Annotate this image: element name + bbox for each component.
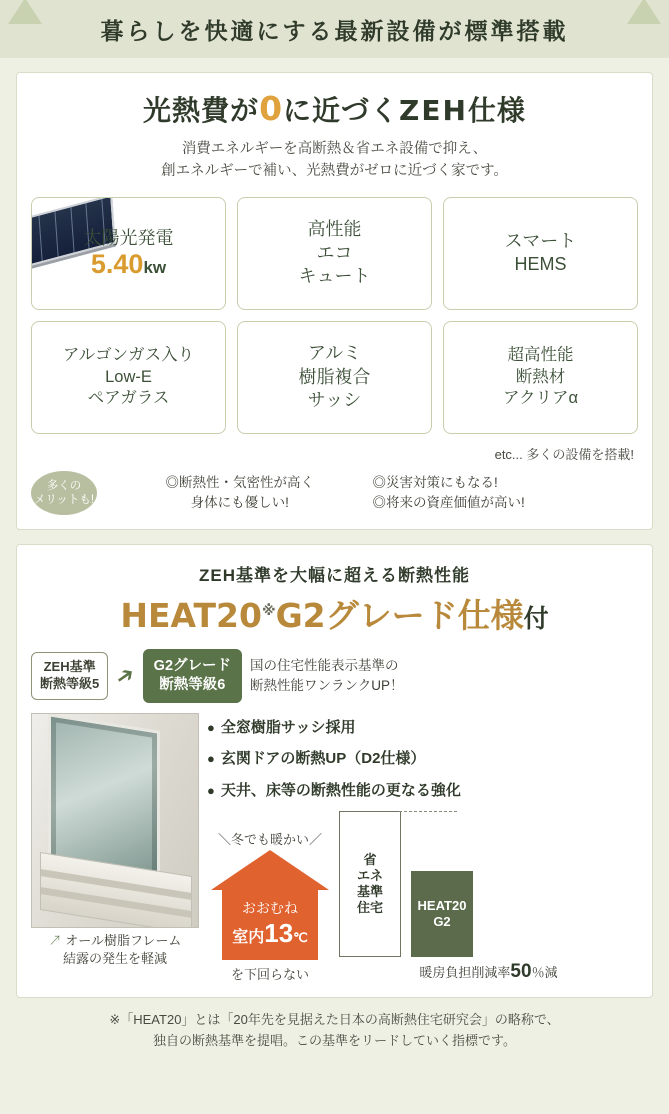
bar-standard-line1: 省: [363, 851, 377, 867]
bullet-dot-icon: ●: [207, 782, 215, 798]
feature-ecocute-line1: 高性能: [307, 218, 362, 239]
arrow-up-left-icon: [8, 0, 42, 24]
heat20-heading: [31, 590, 638, 637]
reduction-note: [339, 961, 638, 983]
feature-solar-value: [91, 250, 166, 280]
window-caption-line1: オール樹脂フレーム: [65, 932, 182, 948]
merit-columns: [107, 473, 638, 514]
zeh-subtitle-line2: 創エネルギーで補い、光熱費がゼロに近づく家です。: [161, 163, 508, 180]
merit-column-right: [373, 473, 639, 514]
zeh-heading-zero: 0: [259, 89, 284, 128]
comparison-graphic: [207, 811, 638, 983]
bullet-dot-icon: ●: [207, 719, 215, 735]
house-roof-icon: [211, 850, 329, 890]
bar-dash-line: [399, 811, 457, 812]
merit-right-line2: ◎将来の資産価値が高い!: [372, 494, 525, 510]
caption-arrow-icon: ↗: [48, 932, 62, 948]
arrow-right-icon: ➔: [110, 659, 140, 691]
zeh-subtitle-line1: 消費エネルギーを高断熱＆省エネ設備で抑え、: [181, 141, 488, 157]
resin-window-icon: [31, 713, 199, 928]
feature-hems-line1: スマート: [504, 230, 577, 251]
grade-note-line2: 断熱性能ワンランクUP！: [250, 677, 404, 693]
house-temp: [232, 917, 308, 951]
feature-lowe-line1: アルゴンガス入り: [62, 345, 195, 364]
feature-hems: [443, 197, 638, 310]
bar-col-heat20: [411, 871, 473, 957]
bar-heat20-g2: [411, 871, 473, 957]
feature-lowe-line2: Low-E: [105, 367, 152, 386]
bar-heat20-line2: G2: [433, 914, 451, 930]
feature-sash-line2: 樹脂複合: [298, 366, 371, 387]
feature-ecocute: [237, 197, 432, 310]
energy-bar-chart: [339, 811, 638, 957]
pill-g2-grade: [143, 649, 242, 703]
zeh-heading: [31, 89, 638, 129]
feature-solar-unit: kw: [143, 258, 167, 278]
feature-insulation-line1: 超高性能: [507, 345, 574, 364]
page-header: [0, 0, 669, 58]
feature-insulation-line2: 断熱材: [515, 367, 566, 386]
house-line1: おおむね: [242, 899, 298, 916]
bar-standard-house: [339, 811, 401, 957]
etc-note: etc... 多くの設備を搭載!: [494, 446, 634, 462]
warm-house-label: ＼冬でも暖かい／: [217, 832, 322, 848]
zeh-card: [16, 72, 653, 530]
warm-house-block: [211, 829, 329, 983]
pill-g2-line1: G2グレード: [153, 657, 232, 674]
house-temp-unit: ℃: [293, 929, 308, 945]
reduction-pre: 暖房負担削減率: [419, 965, 511, 981]
feature-ecocute-line3: キュート: [298, 266, 371, 287]
zeh-heading-mid: に近づく: [283, 94, 400, 127]
bullet-text: 天井、床等の断熱性能の更なる強化: [220, 781, 461, 799]
feature-solar-number: 5.40: [90, 249, 144, 280]
bullet-item: [207, 780, 638, 803]
zeh-subtitle: [31, 138, 638, 183]
feature-solar-label: 太陽光発電: [83, 227, 174, 248]
reduction-percent: 50: [510, 961, 532, 983]
window-illustration-wrap: [31, 713, 199, 984]
house-temp-value: 13: [264, 917, 294, 948]
bar-standard-line4: 住宅: [356, 900, 383, 916]
grade-note: [250, 656, 403, 695]
heat20-title-grade: G2グレード仕様: [275, 595, 524, 635]
bullet-item: [207, 748, 638, 771]
feature-hems-line2: HEMS: [514, 254, 567, 275]
pill-zeh-line2: 断熱等級5: [40, 675, 100, 691]
footnote-line2: 独自の断熱基準を提唱。この基準をリードしていく指標です。: [153, 1032, 516, 1048]
feature-lowe-line3: ペアガラス: [87, 389, 170, 408]
window-caption-line2: 結露の発生を軽減: [62, 951, 167, 967]
feature-sash-line1: アルミ: [307, 342, 362, 363]
reduction-post: ％減: [531, 965, 558, 981]
merit-badge-line1: 多くの: [46, 479, 82, 492]
grade-row: [31, 649, 638, 703]
zeh-feature-grid: [31, 197, 638, 434]
bar-col-standard: [339, 811, 401, 957]
pill-zeh-standard: [31, 652, 108, 700]
feature-lowe-glass: [31, 321, 226, 434]
heat20-bullet-list: [207, 713, 638, 984]
house-foot-note: を下回らない: [230, 967, 309, 983]
merit-column-left: [107, 473, 373, 514]
house-temp-label: 室内: [232, 928, 265, 946]
feature-sash: [237, 321, 432, 434]
bar-standard-line3: 基準: [356, 884, 383, 900]
heat20-title-main: HEAT20: [120, 595, 262, 635]
bullet-text: 全窓樹脂サッシ採用: [220, 718, 356, 736]
zeh-heading-pre: 光熱費が: [143, 94, 260, 127]
pill-zeh-line1: ZEH基準: [43, 658, 96, 674]
merit-left-line1: ◎断熱性・気密性が高く: [165, 474, 314, 490]
page-title: 暮らしを快適にする最新設備が標準搭載: [100, 18, 569, 45]
footnote-line1: ※「HEAT20」とは「20年先を見据えた日本の高断熱住宅研究会」の略称で、: [109, 1012, 560, 1028]
merit-badge-line2: メリットも!: [33, 493, 95, 506]
house-body: [222, 889, 318, 960]
pill-g2-line2: 断熱等級6: [159, 676, 226, 693]
zeh-heading-post: 仕様: [467, 94, 526, 127]
merit-row: [31, 471, 638, 515]
window-caption: [31, 932, 199, 970]
bar-standard-line2: エネ: [356, 867, 383, 883]
footnote: [18, 1010, 651, 1052]
zeh-heading-zeh: ZEH: [399, 94, 468, 127]
heat20-title-tail: 付: [523, 603, 549, 633]
feature-ecocute-line2: エコ: [316, 242, 353, 263]
grade-note-line1: 国の住宅性能表示基準の: [250, 658, 399, 674]
house-icon: [211, 850, 329, 960]
bar-heat20-line1: HEAT20: [417, 897, 467, 913]
bullet-text: 玄関ドアの断熱UP（D2仕様）: [220, 750, 426, 768]
heat20-card: [16, 544, 653, 998]
feature-insulation: [443, 321, 638, 434]
feature-sash-line3: サッシ: [307, 390, 362, 411]
heat20-mid-row: [31, 713, 638, 984]
arrow-up-right-icon: [627, 0, 661, 24]
bullet-dot-icon: ●: [207, 751, 215, 767]
merit-badge: [31, 471, 97, 515]
bullet-item: [207, 717, 638, 740]
heat20-subheading: ZEH基準を大幅に超える断熱性能: [199, 565, 470, 585]
merit-left-line2: 身体にも優しい!: [190, 494, 289, 510]
feature-insulation-line3: アクリアα: [502, 389, 579, 408]
feature-solar: [31, 197, 226, 310]
heat20-title-mark: ※: [261, 602, 276, 619]
merit-right-line1: ◎災害対策にもなる!: [372, 474, 498, 490]
